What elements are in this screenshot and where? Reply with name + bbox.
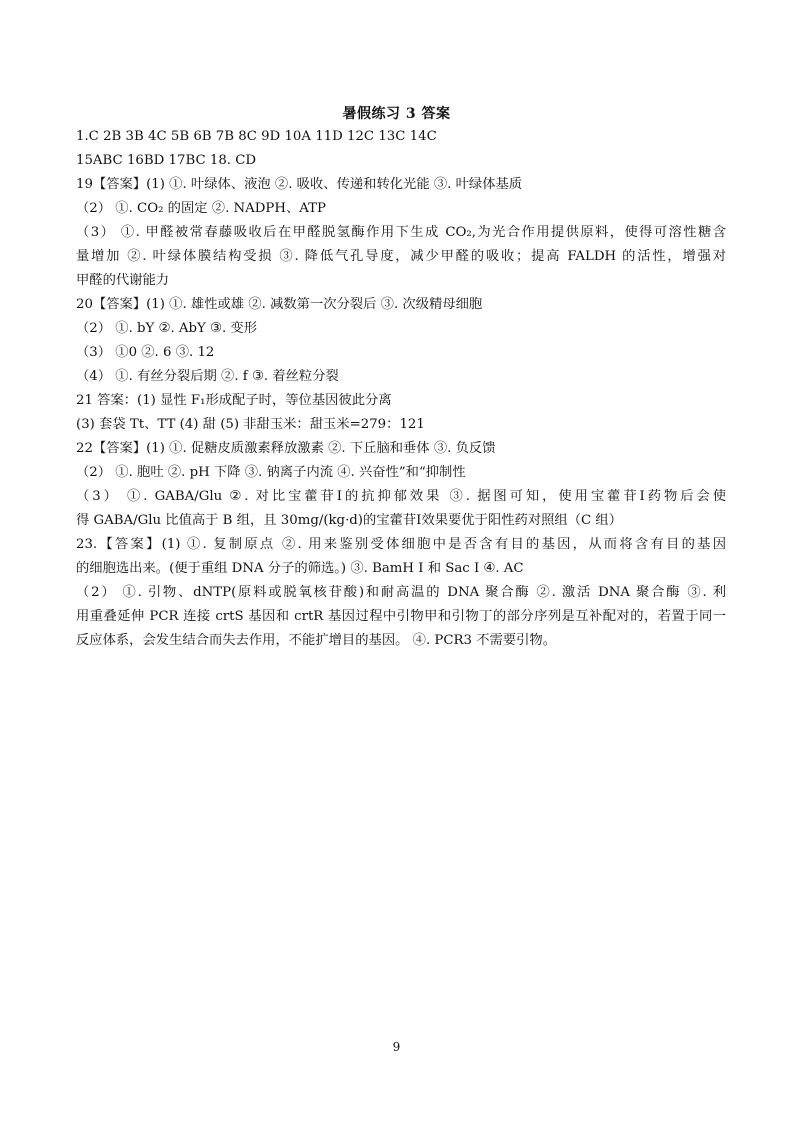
- answer-line-q23-2c: 反应体系，会发生结合而失去作用，不能扩增目的基因。 ④. PCR3 不需要引物。: [76, 633, 556, 648]
- document-title: 暑假练习 3 答案: [342, 106, 451, 122]
- answer-line-choice-1: 1.C 2B 3B 4C 5B 6B 7B 8C 9D 10A 11D 12C 13C 14C: [76, 129, 437, 144]
- answer-line-q20-4: （4） ①. 有丝分裂后期 ②. f ③. 着丝粒分裂: [76, 369, 339, 384]
- answer-line-q19-3a: （3） ①. 甲醛被常春藤吸收后在甲醛脱氢酶作用下生成 CO₂,为光合作用提供原料，使得可溶性糖含: [76, 225, 726, 240]
- answer-line-q22-2: （2） ①. 胞吐 ②. pH 下降 ③. 钠离子内流 ④. 兴奋性”和“抑制性: [76, 465, 466, 480]
- answer-line-q22-3a: （3） ①. GABA/Glu ②. 对比宝藿苷Ⅰ的抗抑郁效果 ③. 据图可知，使用宝藿苷Ⅰ药物后会使: [76, 489, 726, 504]
- answer-line-q19-2: （2） ①. CO₂ 的固定 ②. NADPH、ATP: [76, 201, 326, 216]
- answer-line-q21-2: (3) 套袋 Tt、TT (4) 甜 (5) 非甜玉米：甜玉米=279：121: [76, 417, 425, 432]
- answer-line-q20-2: （2） ①. bY ②. AbY ③. 变形: [76, 321, 258, 336]
- answer-line-q19-1: 19【答案】(1) ①. 叶绿体、液泡 ②. 吸收、传递和转化光能 ③. 叶绿体基质: [76, 177, 523, 192]
- answer-line-q23-1b: 的细胞选出来。(便于重组 DNA 分子的筛选。) ③. BamH Ⅰ 和 Sac Ⅰ ④. AC: [76, 561, 524, 576]
- answer-line-q22-3b: 得 GABA/Glu 比值高于 B 组，且 30mg/(kg·d)的宝藿苷Ⅰ效果要优于阳性药对照组（C 组）: [76, 513, 622, 528]
- page-number: 9: [392, 1040, 401, 1054]
- answer-line-q20-1: 20【答案】(1) ①. 雄性或雄 ②. 减数第一次分裂后 ③. 次级精母细胞: [76, 297, 483, 312]
- answer-line-q20-3: （3） ①0 ②. 6 ③. 12: [76, 345, 215, 360]
- answer-line-q22-1: 22【答案】(1) ①. 促糖皮质激素释放激素 ②. 下丘脑和垂体 ③. 负反馈: [76, 441, 496, 456]
- answer-line-q23-2b: 用重叠延伸 PCR 连接 crtS 基因和 crtR 基因过程中引物甲和引物丁的部分序列是互补配对的，若置于同一: [76, 609, 726, 624]
- answer-line-q19-3c: 甲醛的代谢能力: [76, 273, 170, 288]
- answer-line-q19-3b: 量增加 ②. 叶绿体膜结构受损 ③. 降低气孔导度，减少甲醛的吸收；提高 FALDH 的活性，增强对: [76, 249, 726, 264]
- answer-line-choice-2: 15ABC 16BD 17BC 18. CD: [76, 153, 257, 168]
- answer-line-q23-1a: 23.【答案】(1) ①. 复制原点 ②. 用来鉴别受体细胞中是否含有目的基因，从而将含有目的基因: [76, 537, 726, 552]
- answer-line-q23-2a: （2） ①. 引物、dNTP(原料或脱氧核苷酸)和耐高温的 DNA 聚合酶 ②. 激活 DNA 聚合酶 ③. 利: [76, 585, 726, 600]
- answer-line-q21-1: 21 答案：(1) 显性 F₁形成配子时，等位基因彼此分离: [76, 393, 392, 408]
